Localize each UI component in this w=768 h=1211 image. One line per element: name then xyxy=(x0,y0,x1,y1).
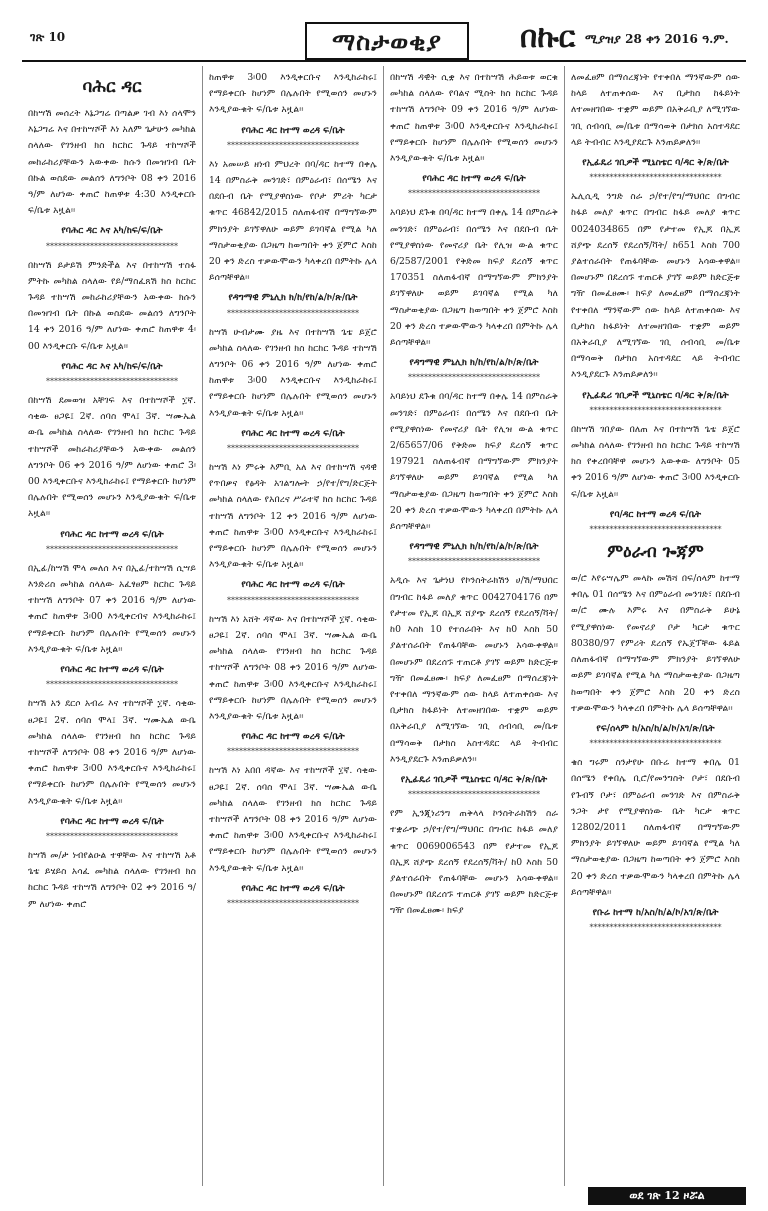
column-3 xyxy=(384,66,565,1186)
notice-signature: የኢፊዴሪ ገቢዎች ሚኒስቴር ባ/ዳር ቅ/ጽ/ቤት xyxy=(582,158,729,169)
notice-signature: የባሕር ዳር ከተማ ወረዳ ፍ/ቤት xyxy=(241,883,345,894)
notice-signature: የኢፊዴሪ ገቢዎች ሚኒስቴር ባ/ዳር ቅ/ጽ/ቤት xyxy=(400,774,548,785)
section-title: ባሕር ዳር xyxy=(82,77,142,97)
page-header xyxy=(0,0,768,56)
notice xyxy=(209,763,377,909)
notice-separator: ********************************* xyxy=(227,444,359,454)
column-4 xyxy=(565,66,746,1186)
notice-body: ከሣሽ አን ደርሶ አብሬ እና ተከሣሾች ፲ኛ. ሳቂው ፀጋዬ፤ 2ኛ. ሰባስ ሞላ፤ 3ኛ. ሣሙኤል ውቤ መካከል ስላለው የገንዘብ ክስ ከርከር ጉዳይ ተከሣሾች ለግንቦት 08 ቀን 2016 ዓ/ም ለሆነው ቀጠሮ ከጠዋቱ 3፡00 እንዲቀርቡና እንዲከራከሩ፤ የማይቀርቡ ከሆነም በሌሉበት የሚወሰን መሆኑን እንዲያውቁት ፍ/ቤቱ አዟል፡፡ xyxy=(28,698,196,807)
column-1 xyxy=(22,66,203,1186)
notice xyxy=(28,106,196,252)
notice-separator: ********************************* xyxy=(46,831,178,841)
notice-signature: የዳግማዊ ምኒሊክ ክ/ከ/የከ/ል/ኮ/ጽ/ቤት xyxy=(409,358,539,369)
notice-body: ከሣሽ መ/ታ ነብየልዑል ተዋቸው እና ተከሣሽ አቶ ጌቴ ይሄይስ አሳፈ መካከል ስላለው የገንዘብ ክስ ከርከር ጉዳይ ተከሣሽ ለግንቦት 02 ቀን 2016 ዓ/ም ለሆነው ቀጠሮ xyxy=(28,849,196,910)
notice xyxy=(390,70,558,199)
newspaper-brand: በኩር xyxy=(520,20,576,55)
notice-body: ከሣሽ ሁብታሙ ያዜ እና በተከሣሽ ጌቴ ይጀሮ መካከል ስላለው የገንዘብ ክስ ከርከር ጉዳይ ተከሣሽ ለግንቦት 06 ቀን 2016 ዓ/ም ለሆነው ቀጠሮ ከጠዋቱ 3፡00 እንዲቀርቡና እንዲከራከሩ፤ የማይቀርቡ ከሆነም በሌሉበት የሚወሰን መሆኑን እንዲያውቁት ፍ/ቤቱ አዟል፡፡ xyxy=(209,326,377,419)
notice xyxy=(571,755,740,933)
notice xyxy=(571,422,740,535)
notice-separator: ********************************* xyxy=(46,680,178,690)
header-rule xyxy=(22,60,746,62)
notice xyxy=(571,571,740,749)
notice-body: ለመፈፀም በማሰረጃነት የተቀበለ ማንኛውም ሰው ከላይ ለተጠቀሰው እና ቢታክስ ከፋይነት ለተመዘገበው ተቋም ወይም በአቅራቢያ ለሚገኘው ገቢ ሰብሳቢ መ/ቤቱ በማሳወቅ በታክስ አስተዳደር ላይ ትብብር እንዲያደርጉ እንጠይቃለን፡፡ xyxy=(571,72,740,148)
notice-signature: የባሕር ዳር ከተማ ወረዳ ፍ/ቤት xyxy=(60,816,164,827)
column-2 xyxy=(203,66,384,1186)
notice-separator: ********************************* xyxy=(408,557,540,567)
notice-body: እነ አመሠይ ዘነብ ምህረት በባ/ዳር ከተማ በቀሌ 14 በምስራቅ መንገድ፣ በምዕራብ፣ በሰሜን እና በደቡብ ቤት የሚያዋስነው የቦታ ምሪት ካርታ ቁጥር 46842/2015 ስለጠፋብኛ በማግኘውም ምክንያት ይገኘዋለሁ ወይም ይገባኛል የሚል ካለ ማስታወቂያው በጋዜጣ ከወጣበት ቀን ጀምሮ እስከ 20 ቀን ድረስ ተቃውሞውን ካላቀረበ በምትኩ ሌላ ይሰጣቸዋል፡፡ xyxy=(209,158,377,284)
notice-separator: ********************************* xyxy=(46,241,178,251)
notice-body: ኤሊሲዲ ንግድ ስራ ኃ/የተ/የግ/ማህበር በግብር ከፋይ መለያ ቁጥር በግብር ከፋይ መለያ ቁጥር 0024034865 በም የታተመ የኢጆ በኢጆ ሸያጭ ደረሰኝ የደረሰኝ/ቫት/ ከ651 እስከ 700 ያልተሰራበት የጠፋባቸው መሆኑን አሳውቀዋል፡፡ በመሆኑም በደረሰኙ ተጠርቶ ያገኘ ወይም ከድርጅቱ ግዥ በመፈፀሙ፡ ክፍያ ለመፈፀም በማሰረጃነት የተቀበለ ማንኛውም ሰው ከላይ ለተጠቀሰው እና ቢታክስ ከፋይነት ለተመዘገበው ተቋም ወይም በአቅራቢያ ለሚገኘው ገቢ ሰብሳቢ መ/ቤቱ በማሳወቅ በታክስ አስተዳደር ላይ ትብብር እንዲያደርጉ እንጠይቃለን፡፡ xyxy=(571,191,740,381)
notice-separator: ********************************* xyxy=(46,544,178,554)
notice-body: ወ/ሮ እየሩሣሌም መላኩ መሽሻ በፍ/ሰላም ከተማ ቀበሌ 01 በሰሜን እና በምዕራብ መንገድ፣ በደቡብ ወ/ሮ ሙሉ እምሩ እና በምስራቅ ይሁኔ የሚያዋስነው የመኖሪያ ቦታ ካርታ ቁጥር 80380/97 የምሪት ደረሰኝ የኤጀፕቸው ፋይል ስለጠፋብኛ በማግኘውም ምክንያት ይገኘዋለሁ ወይም ይገባኛል የሚል ካለ ማስታወቂያው በጋዜጣ ከወጣበት ቀን ጀምሮ እስከ 20 ቀን ድረስ ተቃውሞውን ካላቀረበ በምትኩ ሌላ ይሰጣቸዋል፡፡ xyxy=(571,573,740,714)
notice-body: በከሣሽ ይታይሽ ምንድችል እና በተከሣሽ ተስፋ ምትኩ መካከል ስላለው የይ/ማስፈጸሽ ክስ ከርከር ጉዳይ ተከሣሽ መከራከሪያቸውን አውቀው ክሱን በመዝገብ ቤት በኩል ወስደው መልሰን ለግንቦት 14 ቀን 2016 ዓ/ም ለሆነው ቀጠሮ ከጠዋቱ 4፡00 እንዲቀርቡ ፍ/ቤቱ አዟል፡፡ xyxy=(28,259,196,352)
notice-signature: የባ/ዳር ከተማ ወረዳ ፍ/ቤት xyxy=(609,509,702,520)
notice xyxy=(28,696,196,842)
notice-separator: ********************************* xyxy=(589,405,722,415)
notice-separator: ********************************* xyxy=(408,189,540,199)
notice-signature: የፍ/ሰላም ከ/አስ/ከ/ል/ኮ/አገ/ጽ/ቤት xyxy=(596,723,715,734)
notice-separator: ********************************* xyxy=(227,595,359,605)
notice-body: አባይነህ ደጉቁ በባ/ዳር ከተማ በቀሌ 14 በምስራቅ መንገድ፣ በምዕራብ፣ በሰሜን እና በደቡብ ቤት የሚያዋስነው የመኖሪያ ቤት የሊዝ ውል ቁጥር 6/2587/2001 የቅድመ ክፍያ ደረሰኝ ቁጥር 170351 ስለጠፋብኛ በማግኘውም ምክንያት ይገኘዋለሁ ወይም ይገባኛል የሚል ካለ ማስታወቂያው በጋዜጣ ከወጣበት ቀን ጀምሮ እስከ 20 ቀን ድረስ ተቃውሞውን ካላቀረበ በምትኩ ሌላ ይሰጣቸዋል፡፡ xyxy=(390,207,558,349)
notice-separator: ********************************* xyxy=(408,373,540,383)
notice-signature: የባሕር ዳር ከተማ ወረዳ ፍ/ቤት xyxy=(241,732,345,743)
notice-body: ከጠዋቱ 3፡00 እንዲቀርቡና እንዲከራከሩ፤ የማይቀርቡ ከሆነም በሌሉበት የሚወሰን መሆኑን እንዲያውቁት ፍ/ቤቱ አዟል፡፡ xyxy=(209,72,377,116)
notice-body: የም ኢንጂነሪንግ ጠቅላላ ኮንስትራክሽን ስራ ተቋራጭ ኃ/የተ/የግ/ማህበር በግብር ከፋይ መለያ ቁጥር 0069006543 በም የታተመ የኢጆ በኢጆ ሸያጭ ደረሰኝ የደረሰኝ/ቫት/ ከ0 እስከ 50 ያልተሰራበት የጠፋባቸው መሆኑን አሳውቀዋል፡፡ በመሆኑም በደረሰኙ ተጠርቶ ያገኘ ወይም ከድርጅቱ ግዥ በመፈፀሙ፡ ክፍያ xyxy=(390,808,558,917)
notice-signature: የባሕር ዳር እና አካ/ከፍ/ፍ/ቤት xyxy=(61,361,163,372)
issue-date: ሚያዝያ 28 ቀን 2016 ዓ.ም. xyxy=(585,32,729,46)
notice-separator: ********************************* xyxy=(227,898,359,908)
notice-signature: የባሕር ዳር ከተማ ወረዳ ፍ/ቤት xyxy=(422,174,526,185)
notice-body: በከሣሽ ገበያው በለጠ እና በተከሣሽ ጌቴ ይጀሮ መካከል ስላለው የገንዘብ ክስ ከርከር ጉዳይ ተከሣሽ ክስ የቀረበባቸዋ መሆኑን አውቀው ለግንቦት 05 ቀን 2016 ዓ/ም ለሆነው ቀጠሮ 3፡00 እንዲቀርቡ ፍ/ቤቱ አዟል፡፡ xyxy=(571,423,740,500)
notice xyxy=(28,393,196,555)
notice xyxy=(209,460,377,606)
notice-separator: ********************************* xyxy=(227,747,359,757)
notice xyxy=(390,806,558,919)
notice-body: ከሣሽ እነ አሸት ዳኛው እና በተከሣሾች ፲ኛ. ሳቂው ፀጋዬ፤ 2ኛ. ሰባስ ሞላ፤ 3ኛ. ሣሙኤል ውቤ መካከል ስላለው የገንዘብ ክስ ከርከር ጉዳይ ተከሣሾች ለግንቦት 08 ቀን 2016 ዓ/ም ለሆነው ቀጠሮ ከጠዋቱ 3፡00 እንዲቀርቡና እንዲከራከሩ፤ የማይቀርቡ ከሆነም በሌሉበት የሚወሰን መሆኑን እንዲያውቁት ፍ/ቤቱ አዟል፡፡ xyxy=(209,613,377,722)
continue-banner: ወደ ገጽ 12 ዞሯል xyxy=(588,1187,746,1205)
notice-body: ከሣሽ እነ ምሩቅ እምቢ አለ እና በተከሣሽ ናዳዊ የጥበቃና የፅዳት አገልግሎት ኃ/የተ/የግ/ድርጅት መካከል ስላለው የአበረና ሥራተኛ ክስ ከርከር ጉዳይ ተከሣሽ ለግንቦት 12 ቀን 2016 ዓ/ም ለሆነው ቀጠሮ ከጠዋቱ 3፡00 እንዲቀርቡና እንዲከራከሩ፤ የማይቀርቡ ከሆነም በሌሉበት የሚወሰን መሆኑን እንዲያውቁት ፍ/ቤቱ አዟል፡፡ xyxy=(209,462,377,571)
notice-signature: የባሕር ዳር ከተማ ወረዳ ፍ/ቤት xyxy=(241,125,345,136)
notice xyxy=(209,612,377,758)
notice-columns xyxy=(22,66,746,1186)
notice-separator: ********************************* xyxy=(227,140,359,150)
notice-signature: የባሕር ዳር ከተማ ወረዳ ፍ/ቤት xyxy=(60,529,164,540)
notice-separator: ********************************* xyxy=(589,923,722,933)
notice xyxy=(209,70,377,151)
notice-body: ከሣሽ እነ አበበ ዳኛው እና ተከሣሾች ፲ኛ. ሳቂው ፀጋዬ፤ 2ኛ. ሰባስ ሞላ፤ 3ኛ. ሣሙኤል ውቤ መካከል ስላለው የገንዘብ ክስ ከርከር ጉዳይ ተከሣሾች ለግንቦት 08 ቀን 2016 ዓ/ም ለሆነው ቀጠሮ ከጠዋቱ 3፡00 እንዲቀርቡና እንዲከራከሩ፤ የማይቀርቡ ከሆነም በሌሉበት የሚወሰን መሆኑን እንዲያውቁት ፍ/ቤቱ አዟል፡፡ xyxy=(209,765,377,874)
notice-signature: የዳግማዊ ምኒሊክ ክ/ከ/የከ/ል/ኮ/ጽ/ቤት xyxy=(228,293,358,304)
notice-body: በከሣሽ ዳዊት ሲቋ እና በተከሣሽ ሕይወቱ ወርቁ መካከል ስላለው የባልና ሚስት ክስ ከርከር ጉዳይ ተከሣሽ ለግንቦት 09 ቀን 2016 ዓ/ም ለሆነው ቀጠሮ ከጠዋቱ 3፡00 እንዲቀርቡና እንዲከራከሩ፤ የማይቀርቡ ከሆነም በሌሉበት የሚወሰን መሆኑን እንዲያውቁት ፍ/ቤቱ አዟል፡፡ xyxy=(390,72,558,165)
notice-signature: የቡሬ ከተማ ከ/አስ/ከ/ል/ኮ/አገ/ጽ/ቤት xyxy=(592,907,719,918)
notice xyxy=(209,157,377,319)
notice-signature: የባሕር ዳር ከተማ ወረዳ ፍ/ቤት xyxy=(241,428,345,439)
notice-separator: ********************************* xyxy=(227,308,359,318)
notice xyxy=(571,189,740,416)
notice-separator: ********************************* xyxy=(589,173,722,183)
notice-body: በኢፊ/ከሣሽ ሞላ መለሰ እና በኢፊ/ተከሣሽ ሲሣይ እንድሪስ መካከል ስላለው አፈፃፀም ከርከር ጉዳይ ተከሣሽ ለግንቦት 07 ቀን 2016 ዓ/ም ለሆነው ቀጠሮ ከጠዋቱ 3፡00 እንዲቀርብና እንዲከራከሩ፤ የማይቀርቡ ከሆነም በሌሉበት የሚወሰን መሆኑን እንዲያውቁት ፍ/ቤቱ አዟል፡፡ xyxy=(28,562,196,655)
notice xyxy=(28,561,196,690)
notice-signature: የባሕር ዳር እና አካ/ከፍ/ፍ/ቤት xyxy=(61,226,163,237)
notice-separator: ********************************* xyxy=(408,790,540,800)
notice xyxy=(28,258,196,387)
notice xyxy=(28,848,196,913)
section-masthead: ማስታወቂያ xyxy=(305,22,469,60)
notice-separator: ********************************* xyxy=(46,377,178,387)
notice-body: አዲሱ እና ጌታነህ የኮንስትራክሽን ሀ/ሽ/ማህበር በግብር ከፋይ መለያ ቁጥር 0042704176 በም የታተመ የኢጆ በኢጆ ሸያጭ ደረሰኝ የደረሰኝ/ቫት/ ከ0 እስከ 10 የተሰራበት እና ከ0 እስከ 50 ያልተሰራበት የጠፋባቸው መሆኑን አሳውቀዋል፡፡ በመሆኑም በደረሰኙ ተጠርቶ ያገኘ ወይም ከድርጅቱ ግዥ በመፈፀሙ፡ ክፍያ ለመፈፀም በማሰረጃነት የተቀበለ ማንኛውም ሰው ከላይ ለተጠቀሰው እና ቢታክስ ከፋይነት ለተመዘገበው ተቋም ወይም በአቅራቢያ ለሚገኘው ገቢ ሰብሳቢ መ/ቤቱ በማሳወቅ በታክስ አስተዳደር ላይ ትብብር እንዲያደርጉ እንጠይቃለን፡፡ xyxy=(390,575,558,765)
section-title: ምዕራብ ጐጃም xyxy=(607,542,704,563)
notice xyxy=(390,389,558,567)
notice-body: ቄስ ግሩም ስንታየሁ በቡሬ ከተማ ቀበሌ 01 በሰሜን የቀበሌ ቢሮ/የመንግስት ቦታ፣ በደቡብ የጉብኝ ቦታ፣ በምዕራብ መንገድ እና በምስራቅ ንጋት ታየ የሚያዋስነው ቤት ካርታ ቁጥር 12802/2011 ስለጠፋብኛ በማግኘውም ምክንያት ይገኘዋለሁ ወይም ይገባኛል የሚል ካለ ማስታወቂያው በጋዜጣ ከወጣበት ቀን ጀምሮ እስከ 20 ቀን ድረስ ተቃውሞውን ካላቀረበ በምትኩ ሌላ ይሰጣቸዋል፡፡ xyxy=(571,757,740,898)
notice-signature: የባሕር ዳር ከተማ ወረዳ ፍ/ቤት xyxy=(60,665,164,676)
notice xyxy=(209,325,377,454)
notice-signature: የባሕር ዳር ከተማ ወረዳ ፍ/ቤት xyxy=(241,580,345,591)
page-number: ገጽ 10 xyxy=(30,30,66,44)
notice-signature: የዳግማዊ ምኒሊክ ክ/ከ/የከ/ል/ኮ/ጽ/ቤት xyxy=(409,542,539,553)
notice-body: በከሣሽ ደመወዝ አቸገፍ እና በተከሣሾች ፲ኛ. ሳቂው ፀጋዬ፤ 2ኛ. ሰባስ ሞላ፤ 3ኛ. ሣሙኤል ውቤ መካከል ስላለው የገንዘብ ክስ ከርከር ጉዳይ ተከሣሾች መከራከሪያቸውን አውቀው መልሰን ለግንቦት 06 ቀን 2016 ዓ/ም ለሆነው ቀጠሮ 3፡00 እንዲቀርቡና እንዲከራከሩ፤ የማይቀርቡ ከሆነም በሌሉበት የሚወሰን መሆኑን እንዲያውቁት ፍ/ቤቱ አዟል፡፡ xyxy=(28,395,196,520)
notice-body: አባይነህ ደጉቁ በባ/ዳር ከተማ በቀሌ 14 በምስራቅ መንገድ፣ በምዕራብ፣ በሰሜን እና በደቡብ ቤት የሚያዋስነው የመኖሪያ ቤት የሊዝ ውል ቁጥር 2/65657/06 የቅድመ ክፍያ ደረሰኝ ቁጥር 197921 ስለጠፋብኛ በማግኘውም ምክንያት ይገኘዋለሁ ወይም ይገባኛል የሚል ካለ ማስታወቂያው በጋዜጣ ከወጣበት ቀን ጀምሮ እስከ 20 ቀን ድረስ ተቃውሞውን ካላቀረበ በምትኩ ሌላ ይሰጣቸዋል፡፡ xyxy=(390,391,558,533)
notice-separator: ********************************* xyxy=(589,525,722,535)
notice xyxy=(571,70,740,183)
notice xyxy=(390,205,558,383)
notice-signature: የኢፊዴሪ ገቢዎች ሚኒስቴር ባ/ዳር ቅ/ጽ/ቤት xyxy=(582,390,729,401)
notice-separator: ********************************* xyxy=(589,739,722,749)
notice-body: በከሣሽ መሰረት እኔጋግሬ በጣልቃ ገብ እነ ሰላሞን እኔጋግሬ እና በተከሣሾች እነ አለም ጌታሁን መካከል ስላለው የገንዘብ ክስ ከርከር ጉዳይ ተከሣሾች መከራከሪያቸውን አውቀው ክሱን በመዝገብ ቤት በኩል ወስደው መልሰን ለግንቦት 08 ቀን 2016 ዓ/ም ለሆነው ቀጠሮ ከጠዋቱ 4:30 እንዲቀርቡ ፍ/ቤቱ አዟል፡፡ xyxy=(28,108,196,217)
notice xyxy=(390,573,558,800)
